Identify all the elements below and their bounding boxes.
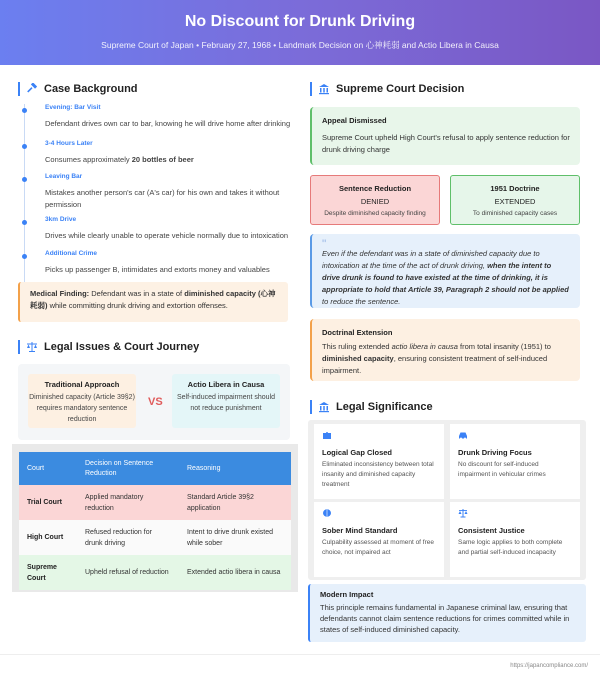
page-subtitle: Supreme Court of Japan • February 27, 1968 • Landmark Decision on 心神耗弱 and Actio Libera in Causa: [101, 40, 499, 50]
extension-text-part: from total insanity (1951) to: [457, 342, 551, 351]
doctrine-card-title: 1951 Doctrine: [490, 184, 540, 193]
table-cell: Trial Court: [19, 485, 77, 520]
significance-card-title: Drunk Driving Focus: [458, 448, 532, 457]
appeal-title: Appeal Dismissed: [322, 116, 387, 125]
significance-heading: [310, 400, 433, 414]
timeline-label: Additional Crime: [45, 250, 98, 257]
timeline-dot: [22, 108, 27, 113]
modern-impact-box: [308, 584, 586, 642]
significance-card: [450, 424, 580, 499]
significance-card-desc: No discount for self-induced impairment in vehicular crimes: [458, 461, 546, 478]
significance-card: [314, 502, 444, 577]
extension-title: Doctrinal Extension: [322, 328, 393, 337]
table-cell: Standard Article 39§2 application: [179, 485, 291, 520]
table-cell: Intent to drive drunk existed while sober: [179, 520, 291, 555]
timeline-text: Defendant drives own car to bar, knowing he will drive home after drinking: [45, 119, 291, 128]
timeline-label: 3km Drive: [45, 216, 77, 223]
timeline-dot: [22, 144, 27, 149]
table-cell: High Court: [19, 520, 77, 555]
puzzle-icon: [322, 430, 332, 440]
timeline-text-part: Consumes approximately: [45, 155, 132, 164]
significance-card-title: Consistent Justice: [458, 526, 525, 535]
table-cell: Upheld refusal of reduction: [77, 555, 179, 590]
gavel-icon: [26, 83, 38, 95]
doctrinal-extension-box: [310, 319, 580, 381]
significance-card-desc: Same logic applies to both complete and partial self-induced incapacity: [458, 539, 563, 556]
vs-label: VS: [148, 396, 163, 408]
timeline-text: [45, 154, 295, 166]
traditional-title: Traditional Approach: [44, 380, 120, 389]
table-row: [19, 555, 291, 590]
extension-italic: actio libera in causa: [391, 342, 458, 351]
table-cell: Refused reduction for drunk driving: [77, 520, 179, 555]
page-title: No Discount for Drunk Driving: [184, 13, 416, 30]
significance-card-desc: Eliminated inconsistency between total insanity and diminished capacity treatment: [322, 461, 434, 488]
column-header: Decision on Sentence Reduction: [77, 452, 179, 485]
table-row: [19, 485, 291, 520]
extension-emphasis: diminished capacity: [322, 354, 394, 363]
significance-card: [314, 424, 444, 499]
brain-icon: [322, 508, 332, 518]
court-quote: [310, 234, 580, 308]
finding-label: Medical Finding:: [30, 289, 90, 298]
legal-issues-heading: [18, 340, 199, 354]
traditional-approach-card: [28, 374, 136, 428]
timeline-text: Drives while clearly unable to operate vehicle normally due to intoxication: [45, 231, 289, 240]
scales-icon: [458, 508, 468, 518]
significance-card-title: Logical Gap Closed: [322, 448, 393, 457]
column-header: Court: [19, 452, 77, 485]
case-background-title: Case Background: [44, 83, 138, 95]
significance-card-title: Sober Mind Standard: [322, 526, 398, 535]
quote-text-end: to reduce the sentence.: [322, 297, 401, 306]
decision-heading: [310, 82, 464, 96]
decision-title: Supreme Court Decision: [336, 83, 465, 95]
quote-emphasis: when the intent to drive drunk is found to have existed at the time of drinking, it is appropriate to hold that Article 39, Paragraph 2 should not be applied: [322, 261, 569, 294]
case-background-heading: [18, 82, 138, 96]
timeline-dot: [22, 220, 27, 225]
extension-text-part: This ruling extended: [322, 342, 392, 351]
court-journey-table-wrap: [12, 444, 298, 592]
actio-libera-card: [172, 374, 280, 428]
quote-text: Even if the defendant was in a state of diminished capacity due to intoxication at the time of the act of drunk driving,: [322, 249, 540, 270]
car-icon: [458, 430, 468, 440]
sentence-card-status: DENIED: [360, 197, 390, 206]
finding-text: Defendant was in a state of: [89, 289, 185, 298]
footer-url: https://japancompliance.com/: [510, 663, 588, 669]
approach-comparison: [18, 364, 290, 440]
table-header-row: [19, 452, 291, 485]
impact-title: Modern Impact: [320, 590, 374, 599]
timeline-text: Picks up passenger B, intimidates and extorts money and valuables: [45, 265, 270, 274]
medical-finding: [18, 282, 288, 322]
legal-issues-title: Legal Issues & Court Journey: [44, 341, 200, 353]
timeline-dot: [22, 254, 27, 259]
appeal-dismissed-box: [310, 107, 580, 165]
courthouse-icon: [318, 401, 330, 413]
quote-mark-icon: ": [322, 237, 327, 251]
table-row: [19, 520, 291, 555]
extension-text: [322, 341, 570, 377]
impact-text: This principle remains fundamental in Japanese criminal law, ensuring that defendants cannot claim sentence reductions for crimes committed while in states of self-induced diminished capacity.: [320, 603, 570, 634]
sentence-reduction-card: [310, 175, 440, 225]
page-footer: [0, 654, 600, 678]
courthouse-icon: [318, 83, 330, 95]
significance-grid: [308, 420, 586, 580]
table-cell: Supreme Court: [19, 555, 77, 590]
scales-icon: [26, 341, 38, 353]
timeline-label: Leaving Bar: [45, 173, 83, 180]
table-cell: Extended actio libera in causa: [179, 555, 291, 590]
extension-text-end: , ensuring consistent treatment of self-induced impairment.: [322, 354, 548, 375]
page-header: [0, 0, 600, 65]
sentence-card-desc: Despite diminished capacity finding: [324, 210, 426, 217]
table-cell: Applied mandatory reduction: [77, 485, 179, 520]
doctrine-card-status: EXTENDED: [494, 197, 536, 206]
traditional-desc: Diminished capacity (Article 39§2) requires mandatory sentence reduction: [29, 394, 135, 423]
significance-card-desc: Culpability assessed at moment of free choice, not impaired act: [322, 539, 434, 556]
significance-card: [450, 502, 580, 577]
finding-text-end: while committing drunk driving and extortion offenses.: [47, 301, 228, 310]
timeline-text-emphasis: 20 bottles of beer: [131, 155, 194, 164]
doctrine-card-desc: To diminished capacity cases: [472, 210, 558, 217]
doctrine-card: [450, 175, 580, 225]
court-journey-table: [19, 452, 291, 590]
sentence-card-title: Sentence Reduction: [338, 184, 412, 193]
appeal-text: Supreme Court upheld High Court's refusal to apply sentence reduction for drunk driving charge: [322, 133, 570, 154]
timeline-text: Mistakes another person's car (A's car) for his own and takes it without permission: [45, 188, 280, 209]
timeline-label: Evening: Bar Visit: [45, 104, 101, 111]
actio-desc: Self-induced impairment should not reduce punishment: [176, 394, 276, 412]
case-timeline: [24, 104, 294, 282]
timeline-dot: [22, 177, 27, 182]
timeline-label: 3-4 Hours Later: [45, 140, 93, 147]
column-header: Reasoning: [179, 452, 291, 485]
finding-emphasis: diminished capacity (心神耗弱): [30, 289, 276, 310]
significance-title: Legal Significance: [336, 401, 433, 413]
actio-title: Actio Libera in Causa: [187, 380, 265, 389]
